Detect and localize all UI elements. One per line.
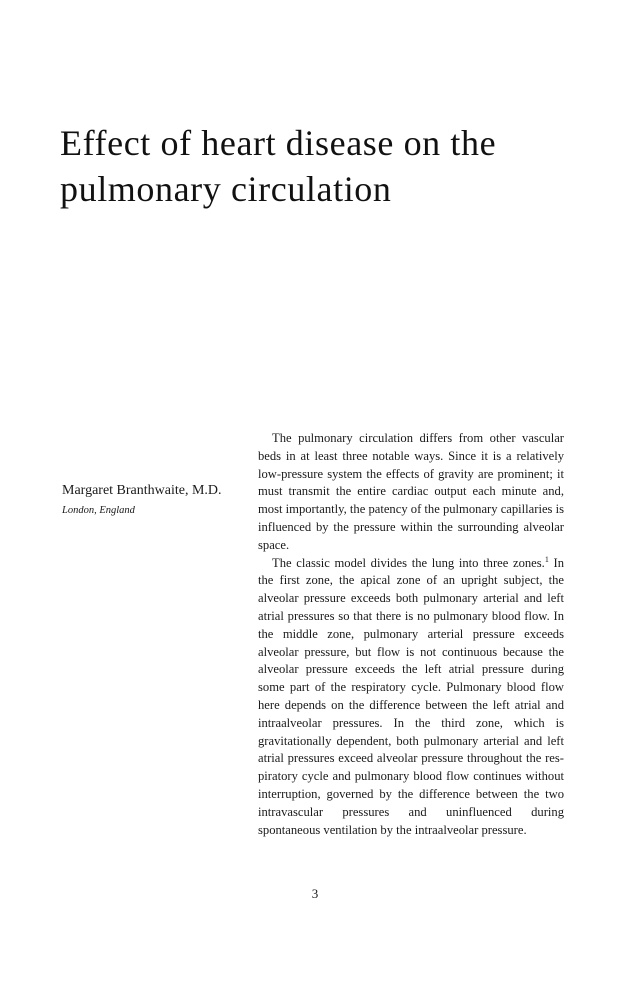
author-block [62,480,252,520]
body-paragraph-1: The pulmonary circulation differs from other vascular beds in at least three notable ways. Since it is a relatively low-pressure system the effects of gravity are prominent; it must transmit the entire cardiac output each minute and, most importantly, the patency of the pulmonary capillaries is influenced by the pressure within the surrounding alveolar space. [258,431,564,552]
article-title: Effect of heart disease on the pulmonary circulation [60,123,497,209]
body-paragraph-2 [258,555,564,840]
article-body [258,430,564,839]
footnote-reference[interactable]: 1 [544,554,549,564]
paragraph-2-rest: In the first zone, the apical zone of an upright subject, the alveolar pressure exceeds both pulmonary arterial and left atrial pressures so that there is no pulmonary blood flow. In the middle zone, pulmonary arterial pressure exceeds alveolar pressure, but flow is not continuous because the alveolar pressure exceeds the left atrial pressure during some part of the respiratory cycle. Pulmonary blood flow here depends on the difference between the left atrial and intraalveolar pressures. In the third zone, which is gravitationally dependent, both pulmonary arterial and left atrial pressures exceed alveolar pressure throughout the respiratory cycle and pulmonary blood flow continues without interruption, governed by the difference between the two intravascular pressures and uninfluenced during spontaneous ventilation by the intraalveolar pressure. [258,555,565,837]
author-affiliation: London, England [62,505,135,516]
author-name: Margaret Branthwaite, M.D. [62,483,222,498]
paragraph-2-start: The classic model divides the lung into three zones. [272,555,545,570]
page-number: 3 [311,886,319,901]
